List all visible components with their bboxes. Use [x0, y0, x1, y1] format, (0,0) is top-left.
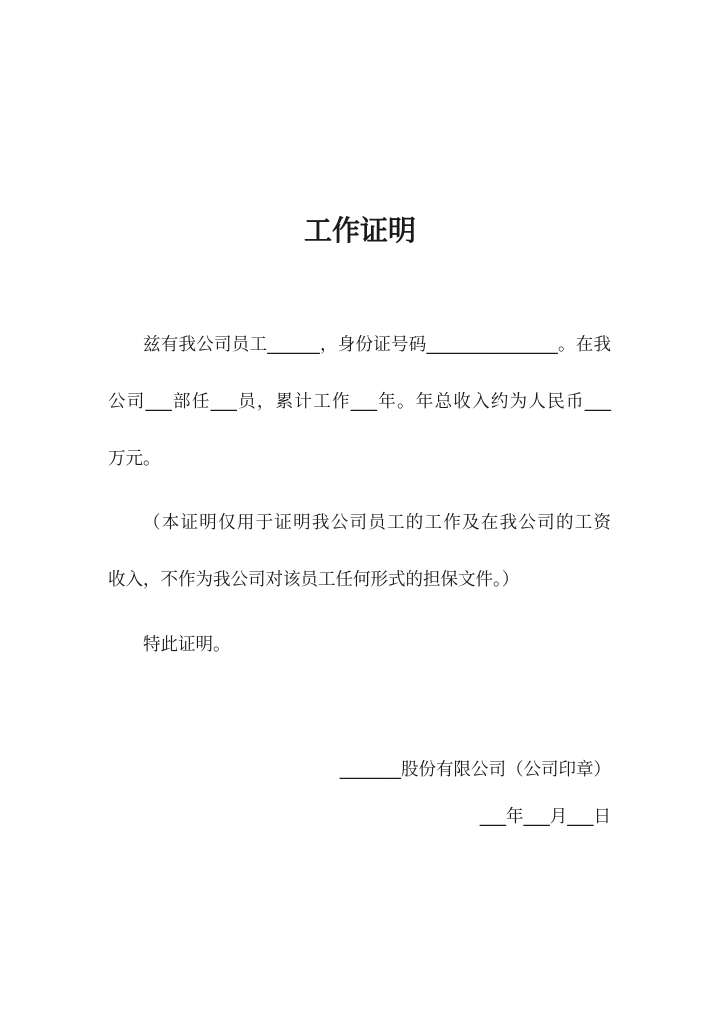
paragraph-line: 兹有我公司员工______，身份证号码_______________。在我 [143, 335, 611, 355]
company-signature-line: _______股份有限公司（公司印章） [339, 760, 611, 780]
paragraph-line: 万元。 [108, 449, 161, 469]
paragraph-line: 特此证明。 [143, 635, 231, 655]
document-title: 工作证明 [303, 214, 416, 247]
signature-date-line: ___年___月___日 [479, 807, 611, 827]
paragraph-line: （本证明仅用于证明我公司员工的工作及在我公司的工资 [143, 513, 611, 533]
paragraph-line: 收入，不作为我公司对该员工任何形式的担保文件。） [108, 570, 520, 590]
paragraph-line: 公司___部任___员，累计工作___年。年总收入约为人民币___ [108, 392, 611, 412]
